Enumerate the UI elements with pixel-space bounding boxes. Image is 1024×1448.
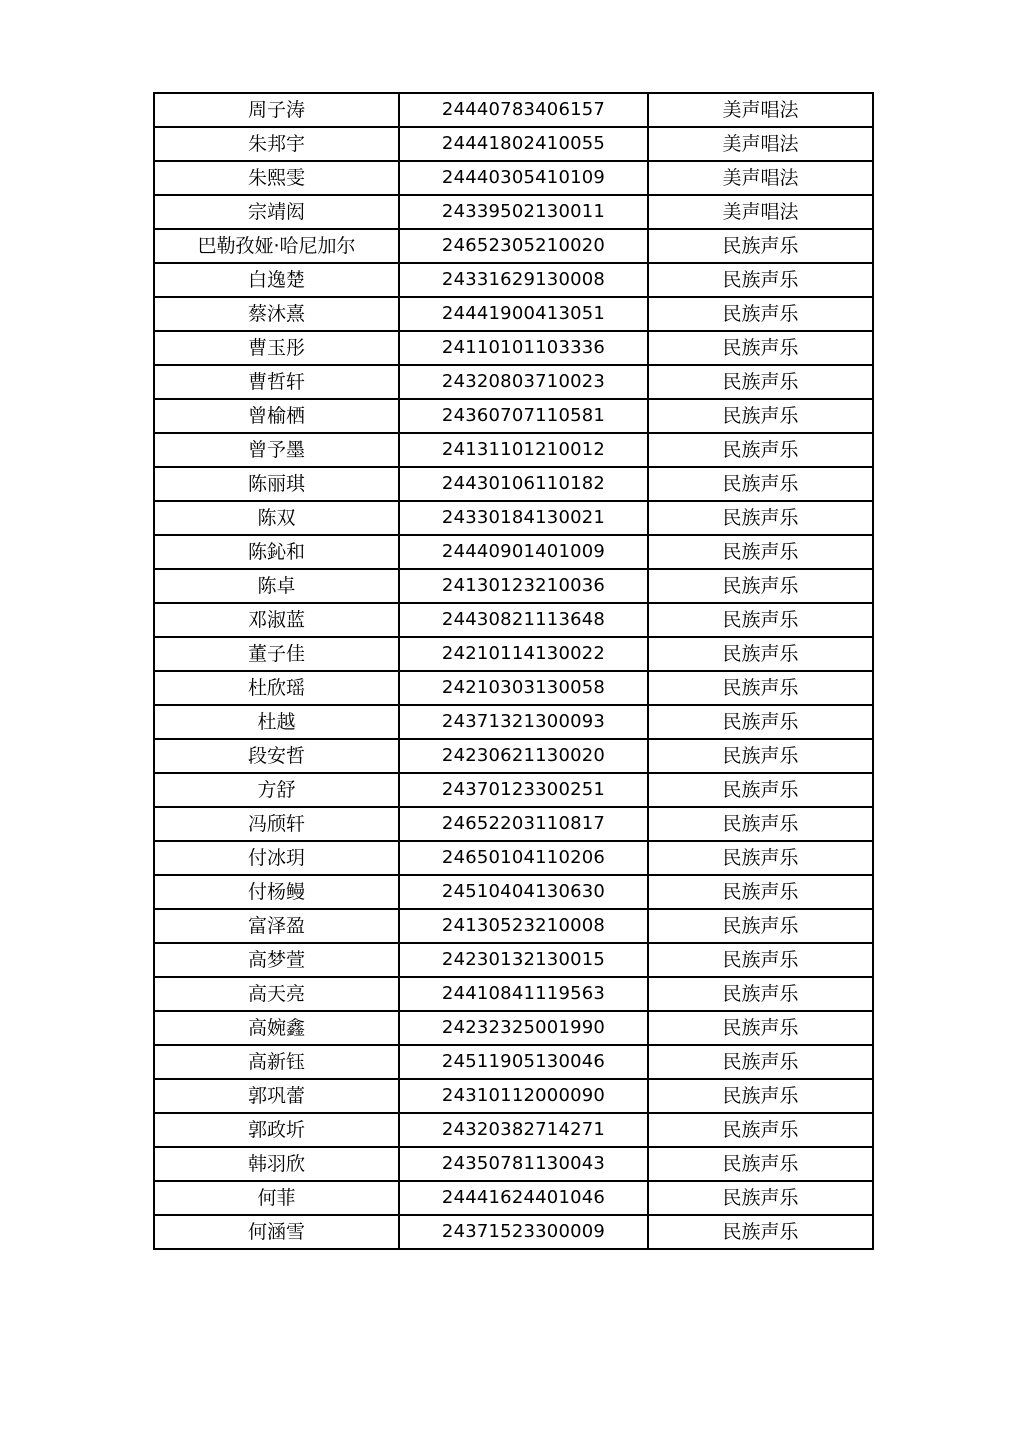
table-row: [154, 637, 873, 671]
exam-id-cell: 24652203110817: [399, 807, 648, 841]
exam-id-cell: 24371321300093: [399, 705, 648, 739]
table-row: [154, 535, 873, 569]
exam-id-cell: 24652305210020: [399, 229, 648, 263]
table-row: [154, 399, 873, 433]
name-cell: 郭巩蕾: [154, 1079, 399, 1113]
major-cell: 民族声乐: [648, 467, 873, 501]
exam-id-cell: 24130523210008: [399, 909, 648, 943]
name-cell: 周子涛: [154, 93, 399, 127]
name-cell: 陈鈊和: [154, 535, 399, 569]
major-cell: 民族声乐: [648, 433, 873, 467]
name-cell: 杜越: [154, 705, 399, 739]
table-row: [154, 943, 873, 977]
name-cell: 高婉鑫: [154, 1011, 399, 1045]
exam-id-cell: 24320382714271: [399, 1113, 648, 1147]
name-cell: 付杨鳗: [154, 875, 399, 909]
major-cell: 民族声乐: [648, 297, 873, 331]
table-row: [154, 501, 873, 535]
exam-id-cell: 24210114130022: [399, 637, 648, 671]
major-cell: 民族声乐: [648, 1011, 873, 1045]
exam-id-cell: 24430821113648: [399, 603, 648, 637]
name-cell: 曾予墨: [154, 433, 399, 467]
table-row: [154, 1181, 873, 1215]
table-row: [154, 569, 873, 603]
table-row: [154, 331, 873, 365]
major-cell: 民族声乐: [648, 875, 873, 909]
exam-id-cell: 24370123300251: [399, 773, 648, 807]
exam-id-cell: 24441624401046: [399, 1181, 648, 1215]
table-row: [154, 467, 873, 501]
major-cell: 美声唱法: [648, 161, 873, 195]
name-cell: 段安哲: [154, 739, 399, 773]
name-cell: 邓淑蓝: [154, 603, 399, 637]
major-cell: 民族声乐: [648, 773, 873, 807]
exam-id-cell: 24511905130046: [399, 1045, 648, 1079]
name-cell: 陈丽琪: [154, 467, 399, 501]
name-cell: 陈卓: [154, 569, 399, 603]
name-cell: 曹玉彤: [154, 331, 399, 365]
major-cell: 民族声乐: [648, 1045, 873, 1079]
major-cell: 民族声乐: [648, 603, 873, 637]
major-cell: 民族声乐: [648, 501, 873, 535]
exam-id-cell: 24440305410109: [399, 161, 648, 195]
exam-id-cell: 24441802410055: [399, 127, 648, 161]
exam-id-cell: 24331629130008: [399, 263, 648, 297]
table-row: [154, 875, 873, 909]
major-cell: 民族声乐: [648, 399, 873, 433]
table-row: [154, 807, 873, 841]
major-cell: 民族声乐: [648, 1079, 873, 1113]
major-cell: 民族声乐: [648, 705, 873, 739]
roster-table-body: [154, 93, 873, 1249]
major-cell: 民族声乐: [648, 229, 873, 263]
major-cell: 民族声乐: [648, 1113, 873, 1147]
exam-id-cell: 24330184130021: [399, 501, 648, 535]
exam-id-cell: 24441900413051: [399, 297, 648, 331]
major-cell: 民族声乐: [648, 331, 873, 365]
major-cell: 民族声乐: [648, 807, 873, 841]
table-row: [154, 977, 873, 1011]
major-cell: 民族声乐: [648, 637, 873, 671]
table-row: [154, 1011, 873, 1045]
exam-id-cell: 24339502130011: [399, 195, 648, 229]
exam-id-cell: 24430106110182: [399, 467, 648, 501]
name-cell: 董子佳: [154, 637, 399, 671]
table-row: [154, 433, 873, 467]
table-row: [154, 161, 873, 195]
name-cell: 何涵雪: [154, 1215, 399, 1249]
table-row: [154, 195, 873, 229]
exam-id-cell: 24320803710023: [399, 365, 648, 399]
table-row: [154, 229, 873, 263]
major-cell: 美声唱法: [648, 127, 873, 161]
name-cell: 朱邦宇: [154, 127, 399, 161]
name-cell: 郭政圻: [154, 1113, 399, 1147]
table-row: [154, 365, 873, 399]
exam-id-cell: 24371523300009: [399, 1215, 648, 1249]
table-row: [154, 1113, 873, 1147]
exam-id-cell: 24650104110206: [399, 841, 648, 875]
exam-id-cell: 24440901401009: [399, 535, 648, 569]
exam-id-cell: 24440783406157: [399, 93, 648, 127]
name-cell: 何菲: [154, 1181, 399, 1215]
exam-id-cell: 24510404130630: [399, 875, 648, 909]
name-cell: 韩羽欣: [154, 1147, 399, 1181]
exam-id-cell: 24230621130020: [399, 739, 648, 773]
name-cell: 高梦萱: [154, 943, 399, 977]
major-cell: 民族声乐: [648, 739, 873, 773]
table-row: [154, 127, 873, 161]
name-cell: 方舒: [154, 773, 399, 807]
major-cell: 民族声乐: [648, 671, 873, 705]
exam-id-cell: 24350781130043: [399, 1147, 648, 1181]
table-row: [154, 263, 873, 297]
name-cell: 曹哲轩: [154, 365, 399, 399]
name-cell: 白逸楚: [154, 263, 399, 297]
exam-id-cell: 24210303130058: [399, 671, 648, 705]
table-row: [154, 1147, 873, 1181]
table-row: [154, 841, 873, 875]
name-cell: 曾榆栖: [154, 399, 399, 433]
name-cell: 付冰玥: [154, 841, 399, 875]
major-cell: 民族声乐: [648, 263, 873, 297]
name-cell: 陈双: [154, 501, 399, 535]
major-cell: 民族声乐: [648, 569, 873, 603]
name-cell: 朱熙雯: [154, 161, 399, 195]
table-row: [154, 1045, 873, 1079]
exam-id-cell: 24230132130015: [399, 943, 648, 977]
exam-id-cell: 24110101103336: [399, 331, 648, 365]
exam-id-cell: 24360707110581: [399, 399, 648, 433]
name-cell: 巴勒孜娅·哈尼加尔: [154, 229, 399, 263]
exam-id-cell: 24232325001990: [399, 1011, 648, 1045]
name-cell: 宗靖闳: [154, 195, 399, 229]
table-row: [154, 739, 873, 773]
table-row: [154, 909, 873, 943]
name-cell: 高天亮: [154, 977, 399, 1011]
table-row: [154, 671, 873, 705]
table-row: [154, 1215, 873, 1249]
name-cell: 冯颀轩: [154, 807, 399, 841]
major-cell: 民族声乐: [648, 535, 873, 569]
table-row: [154, 1079, 873, 1113]
name-cell: 杜欣瑶: [154, 671, 399, 705]
major-cell: 民族声乐: [648, 841, 873, 875]
table-row: [154, 773, 873, 807]
major-cell: 民族声乐: [648, 909, 873, 943]
table-row: [154, 705, 873, 739]
roster-table: [153, 92, 874, 1250]
major-cell: 民族声乐: [648, 977, 873, 1011]
exam-id-cell: 24130123210036: [399, 569, 648, 603]
name-cell: 蔡沐熹: [154, 297, 399, 331]
name-cell: 富泽盈: [154, 909, 399, 943]
major-cell: 民族声乐: [648, 943, 873, 977]
table-row: [154, 603, 873, 637]
table-row: [154, 93, 873, 127]
major-cell: 美声唱法: [648, 195, 873, 229]
major-cell: 民族声乐: [648, 365, 873, 399]
major-cell: 民族声乐: [648, 1215, 873, 1249]
name-cell: 高新钰: [154, 1045, 399, 1079]
exam-id-cell: 24131101210012: [399, 433, 648, 467]
table-row: [154, 297, 873, 331]
major-cell: 美声唱法: [648, 93, 873, 127]
exam-id-cell: 24310112000090: [399, 1079, 648, 1113]
major-cell: 民族声乐: [648, 1147, 873, 1181]
exam-id-cell: 24410841119563: [399, 977, 648, 1011]
major-cell: 民族声乐: [648, 1181, 873, 1215]
